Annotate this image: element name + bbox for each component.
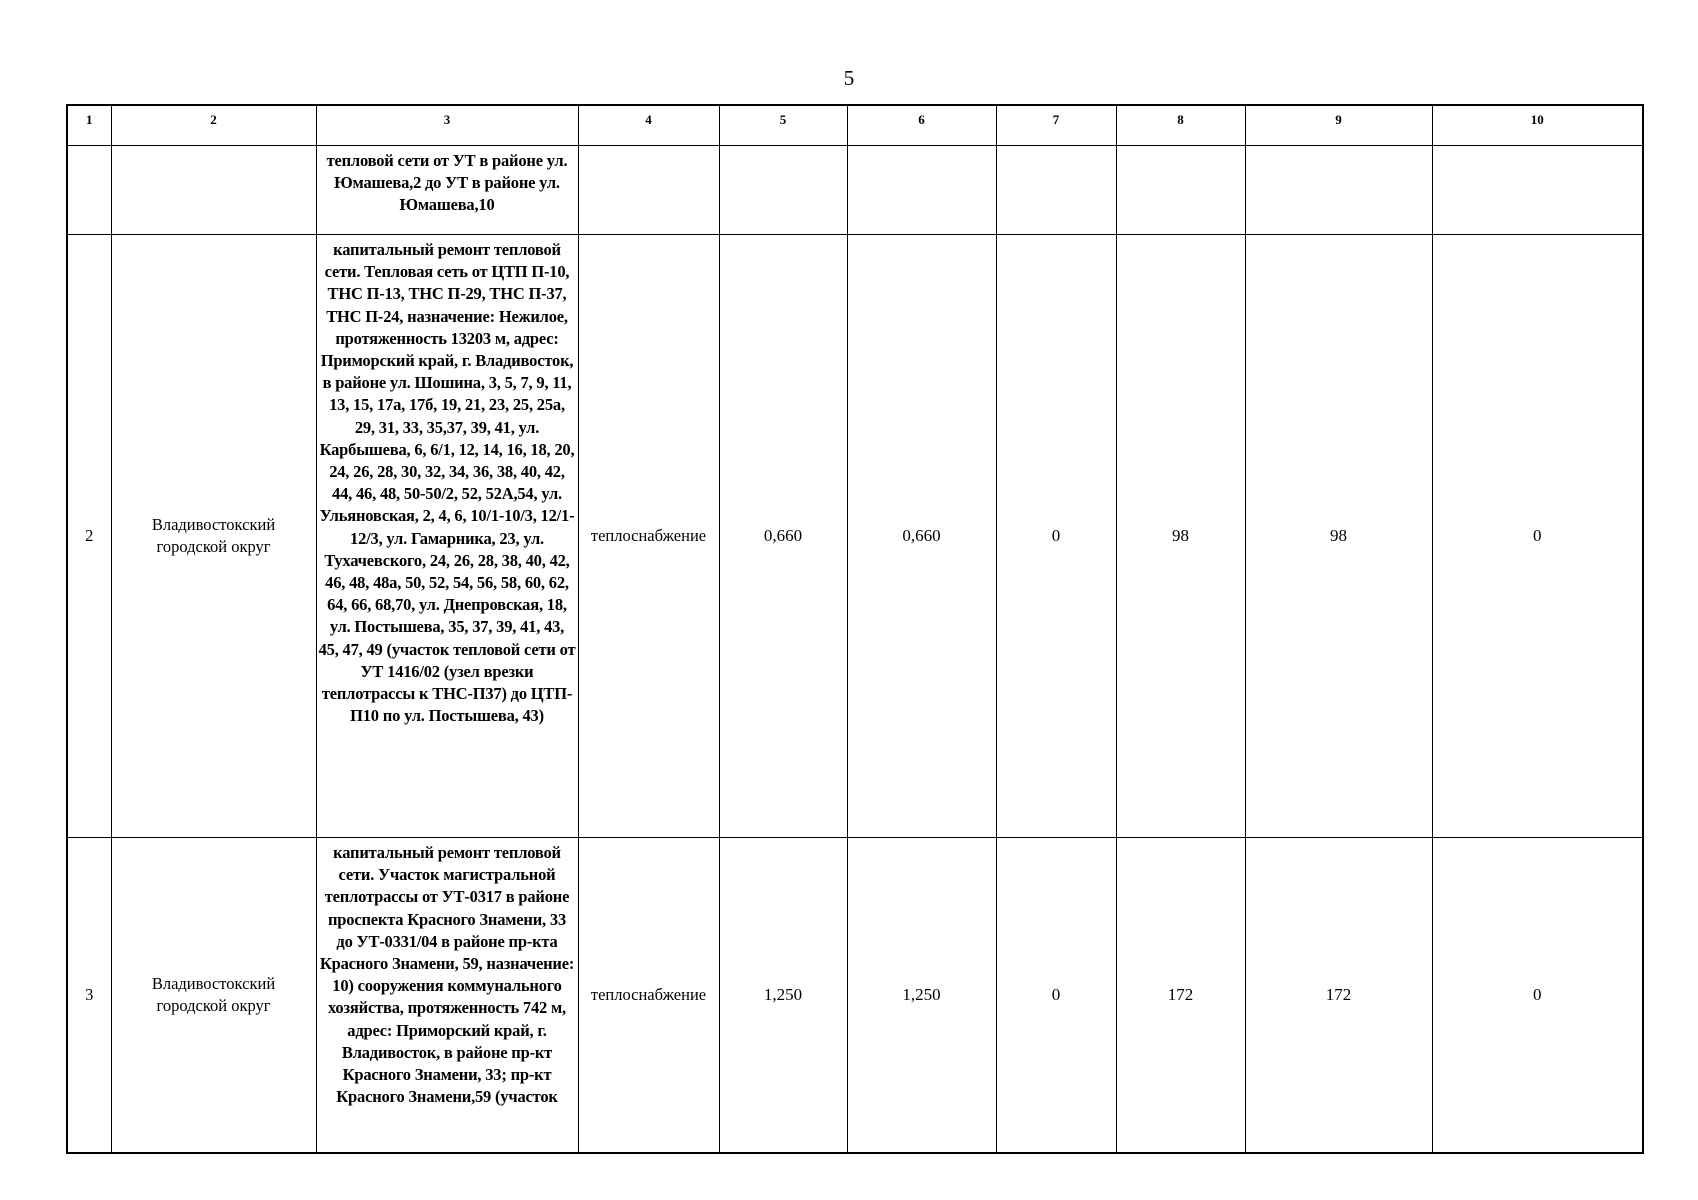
value-cell-9: 98 — [1245, 235, 1432, 838]
row-number-cell: 2 — [67, 235, 111, 838]
value-cell-8: 172 — [1116, 838, 1245, 1154]
value-cell-5: 0,660 — [719, 235, 847, 838]
value-cell-6 — [847, 146, 996, 235]
service-type-cell: теплоснабжение — [578, 838, 719, 1154]
description-cell: капитальный ремонт тепловой сети. Тепловая сеть от ЦТП П-10, ТНС П-13, ТНС П-29, ТНС П-37, ТНС П-24, назначение: Нежилое, протяженность 13203 м, адрес: Приморский край, г. Владивосток, в районе ул. Шошина, 3, 5, 7, 9, 11, 13, 15, 17а, 17б, 19, 21, 23, 25, 25а, 29, 31, 33, 35,37, 39, 41, ул. Карбышева, 6, 6/1, 12, 14, 16, 18, 20, 24, 26, 28, 30, 32, 34, 36, 38, 40, 42, 44, 46, 48, 50-50/2, 52, 52А,54, ул. Ульяновская, 2, 4, 6, 10/1-10/3, 12/1-12/3, ул. Гамарника, 23, ул. Тухачевского, 24, 26, 28, 38, 40, 42, 46, 48, 48а, 50, 52, 54, 56, 58, 60, 62, 64, 66, 68,70, ул. Днепровская, 18, ул. Постышева, 35, 37, 39, 41, 43, 45, 47, 49 (участок тепловой сети от УТ 1416/02 (узел врезки теплотрассы к ТНС-П37) до ЦТП-П10 по ул. Постышева, 43) — [316, 235, 578, 838]
value-cell-10: 0 — [1432, 235, 1643, 838]
value-cell-7: 0 — [996, 235, 1116, 838]
column-header: 4 — [578, 105, 719, 146]
header-row — [67, 105, 1643, 146]
column-header: 5 — [719, 105, 847, 146]
value-cell-10: 0 — [1432, 838, 1643, 1154]
table-row — [67, 235, 1643, 838]
municipality-cell — [111, 146, 316, 235]
column-header: 7 — [996, 105, 1116, 146]
value-cell-6: 1,250 — [847, 838, 996, 1154]
description-cell: капитальный ремонт тепловой сети. Участок магистральной теплотрассы от УТ-0317 в районе проспекта Красного Знамени, 33 до УТ-0331/04 в районе пр-кта Красного Знамени, 59, назначение: 10) сооружения коммунального хозяйства, протяженность 742 м, адрес: Приморский край, г. Владивосток, в районе пр-кт Красного Знамени, 33; пр-кт Красного Знамени,59 (участок — [316, 838, 578, 1154]
column-header: 9 — [1245, 105, 1432, 146]
row-number-cell — [67, 146, 111, 235]
column-header: 6 — [847, 105, 996, 146]
table-row — [67, 838, 1643, 1154]
municipality-cell: Владивостокский городской округ — [111, 838, 316, 1154]
column-header: 8 — [1116, 105, 1245, 146]
value-cell-8: 98 — [1116, 235, 1245, 838]
value-cell-9: 172 — [1245, 838, 1432, 1154]
service-type-cell: теплоснабжение — [578, 235, 719, 838]
value-cell-9 — [1245, 146, 1432, 235]
description-cell: тепловой сети от УТ в районе ул. Юмашева,2 до УТ в районе ул. Юмашева,10 — [316, 146, 578, 235]
value-cell-7 — [996, 146, 1116, 235]
value-cell-6: 0,660 — [847, 235, 996, 838]
column-header: 2 — [111, 105, 316, 146]
value-cell-7: 0 — [996, 838, 1116, 1154]
column-header: 1 — [67, 105, 111, 146]
municipality-cell: Владивостокский городской округ — [111, 235, 316, 838]
value-cell-5 — [719, 146, 847, 235]
data-table — [66, 104, 1644, 1154]
row-number-cell: 3 — [67, 838, 111, 1154]
column-header: 3 — [316, 105, 578, 146]
column-header: 10 — [1432, 105, 1643, 146]
value-cell-5: 1,250 — [719, 838, 847, 1154]
service-type-cell — [578, 146, 719, 235]
value-cell-10 — [1432, 146, 1643, 235]
value-cell-8 — [1116, 146, 1245, 235]
table-row — [67, 146, 1643, 235]
page-number: 5 — [843, 66, 855, 90]
